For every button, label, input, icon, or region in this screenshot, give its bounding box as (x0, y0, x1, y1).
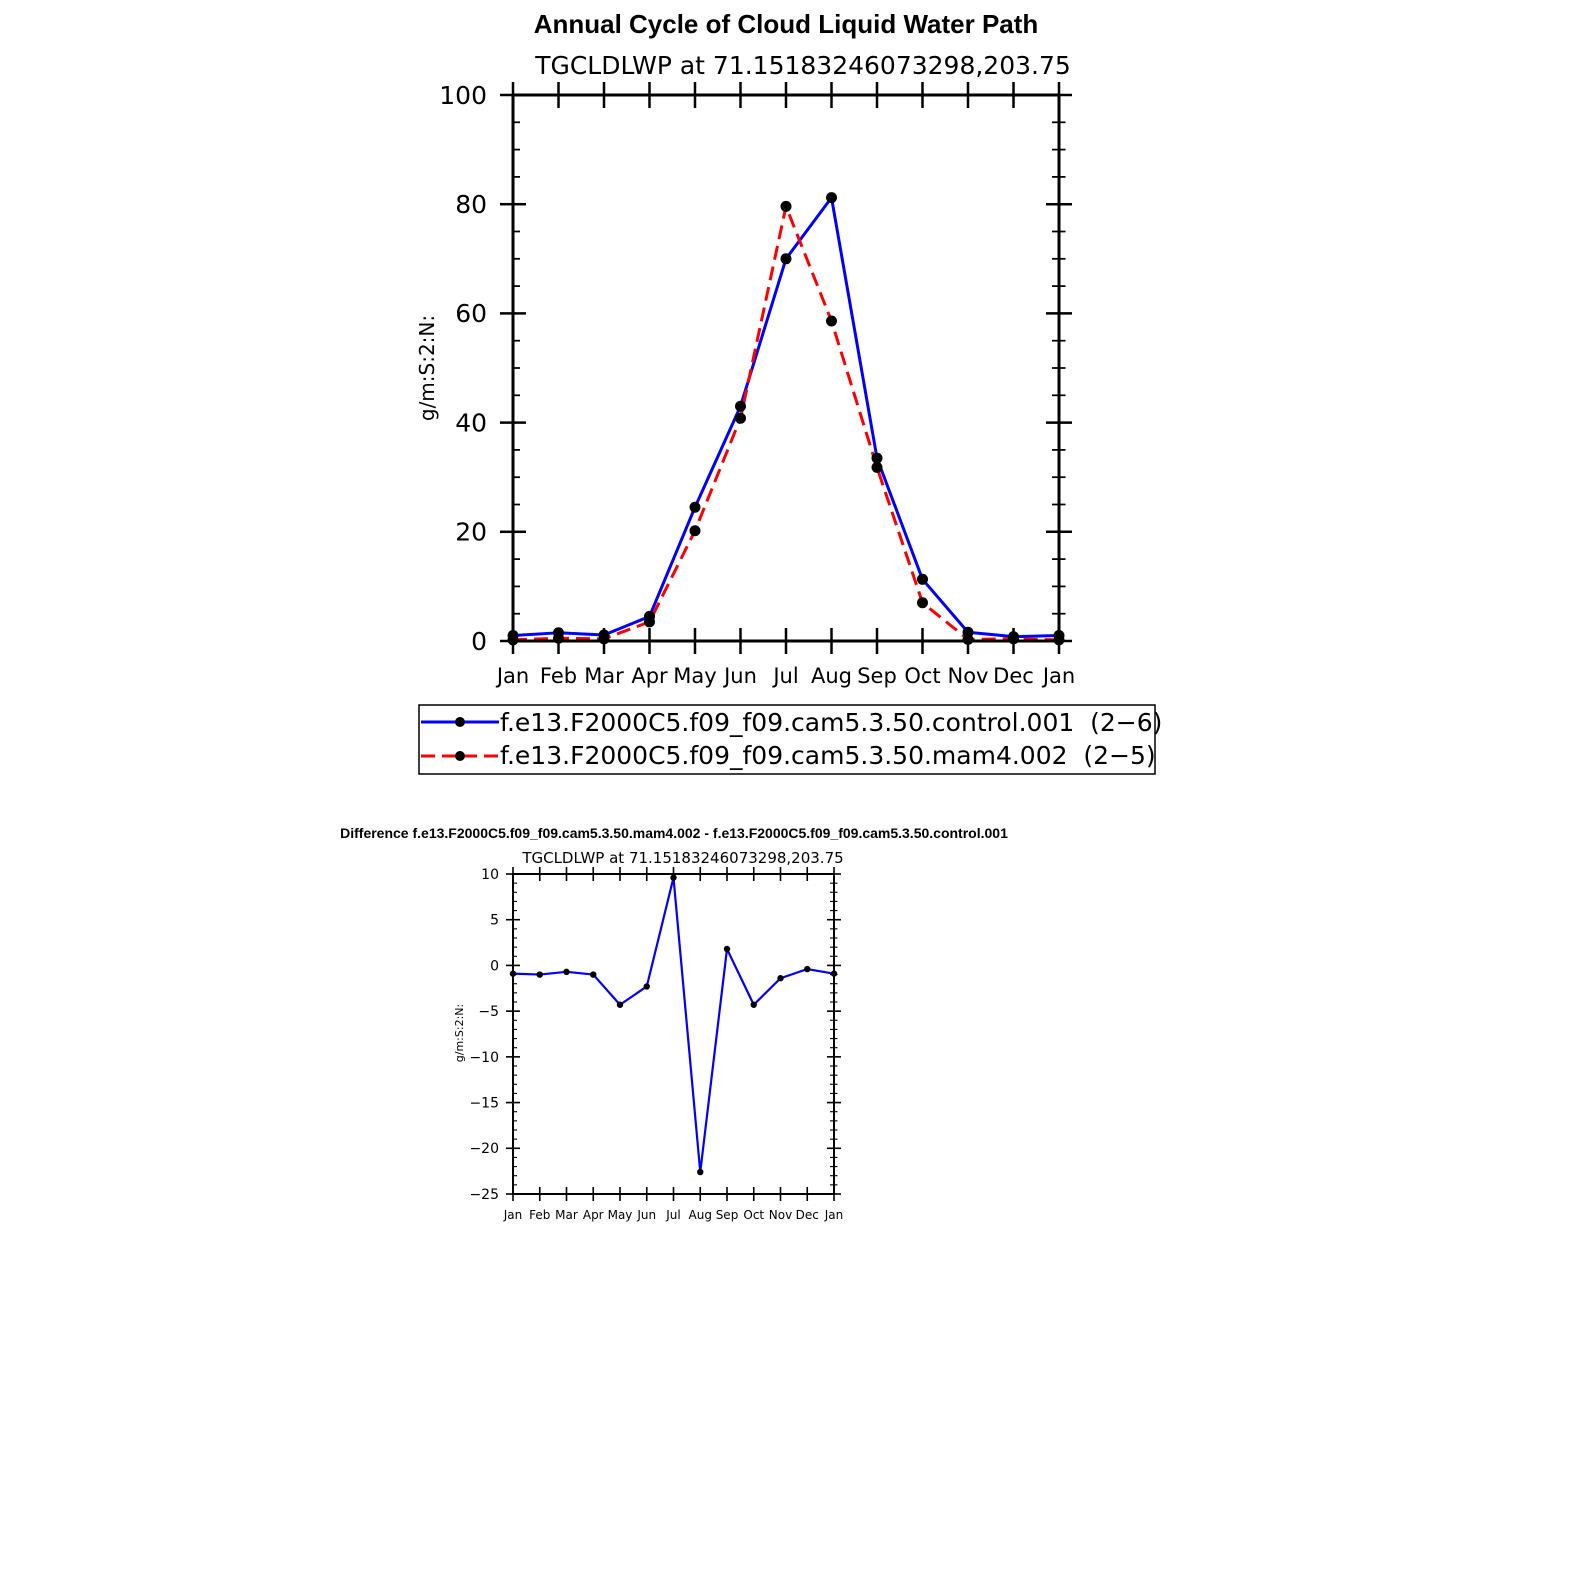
y-tick-label: 60 (455, 299, 487, 329)
legend-label-mam4: f.e13.F2000C5.f09_f09.cam5.3.50.mam4.002 (2−5) (500, 741, 1156, 770)
data-point-0 (644, 983, 650, 989)
data-point-0 (917, 574, 928, 585)
data-point-0 (697, 1169, 703, 1175)
x-tick-label: Oct (743, 1208, 765, 1222)
data-point-0 (804, 966, 810, 972)
x-tick-label: Nov (947, 664, 989, 688)
data-point-1 (781, 201, 792, 212)
data-point-1 (963, 634, 974, 645)
x-tick-label: Sep (715, 1208, 739, 1222)
difference-chart (340, 825, 1008, 1222)
series-line-1 (513, 206, 1059, 640)
top-chart-title: Annual Cycle of Cloud Liquid Water Path (533, 9, 1039, 39)
y-tick-label: 5 (490, 912, 499, 929)
y-tick-label: 10 (481, 866, 499, 883)
x-tick-label: Jul (666, 1208, 681, 1222)
top-chart (415, 9, 1162, 774)
data-point-1 (690, 525, 701, 536)
plot-frame (513, 874, 834, 1194)
y-tick-label: 80 (455, 189, 487, 219)
y-tick-label: 20 (455, 517, 487, 547)
data-point-1 (826, 316, 837, 327)
data-point-0 (777, 975, 783, 981)
x-tick-label: Jan (496, 664, 530, 688)
x-tick-label: May (673, 664, 717, 688)
y-tick-label: −15 (469, 1095, 499, 1112)
y-tick-label: 0 (490, 958, 499, 975)
x-tick-label: Aug (810, 664, 853, 688)
y-tick-label: −10 (469, 1049, 499, 1066)
data-point-0 (590, 971, 596, 977)
x-tick-label: Mar (555, 1208, 578, 1222)
data-point-0 (751, 1002, 757, 1008)
x-tick-label: May (607, 1208, 633, 1222)
x-tick-label: Sep (857, 664, 897, 688)
legend-marker-mam4 (455, 751, 465, 761)
y-tick-label: 0 (471, 626, 487, 656)
difference-plot-area (469, 867, 843, 1222)
data-point-0 (670, 874, 676, 880)
x-tick-label: Mar (584, 664, 624, 688)
data-point-0 (781, 253, 792, 264)
x-tick-label: Jan (503, 1208, 523, 1222)
legend-marker-control (455, 717, 465, 727)
y-tick-label: −25 (469, 1186, 499, 1203)
plot-frame (513, 95, 1059, 641)
x-tick-label: Feb (539, 664, 578, 688)
x-tick-label: Apr (582, 1208, 604, 1222)
difference-chart-ylabel: g/m:S:2:N: (453, 1003, 466, 1063)
data-point-1 (917, 597, 928, 608)
x-tick-label: Jul (773, 664, 799, 688)
series-line-0 (513, 878, 834, 1172)
data-point-0 (826, 192, 837, 203)
x-tick-label: Jun (724, 664, 757, 688)
data-point-0 (724, 946, 730, 952)
x-tick-label: Nov (768, 1208, 793, 1222)
x-tick-label: Jan (1042, 664, 1076, 688)
y-tick-label: −20 (469, 1141, 499, 1158)
data-point-1 (644, 616, 655, 627)
x-tick-label: Jun (637, 1208, 657, 1222)
y-tick-label: −5 (478, 1004, 499, 1021)
data-point-1 (599, 633, 610, 644)
difference-chart-subtitle: TGCLDLWP at 71.15183246073298,203.75 (522, 849, 844, 867)
top-chart-ylabel: g/m:S:2:N: (415, 314, 439, 422)
top-plot-area (439, 81, 1075, 688)
difference-chart-title: Difference f.e13.F2000C5.f09_f09.cam5.3.50.mam4.002 - f.e13.F2000C5.f09_f09.cam5.3.50.control.001 (340, 825, 1008, 841)
x-tick-label: Aug (688, 1208, 712, 1222)
x-tick-label: Oct (904, 664, 941, 688)
data-point-1 (735, 413, 746, 424)
y-tick-label: 100 (439, 80, 487, 110)
data-point-0 (537, 971, 543, 977)
top-chart-subtitle: TGCLDLWP at 71.15183246073298,203.75 (535, 51, 1071, 80)
x-tick-label: Jan (824, 1208, 844, 1222)
y-tick-label: 40 (455, 408, 487, 438)
top-chart-legend (419, 705, 1162, 774)
legend-label-control: f.e13.F2000C5.f09_f09.cam5.3.50.control.001 (2−6) (500, 708, 1163, 737)
data-point-0 (735, 401, 746, 412)
data-point-0 (563, 969, 569, 975)
x-tick-label: Dec (795, 1208, 819, 1222)
x-tick-label: Apr (631, 664, 668, 688)
data-point-0 (690, 502, 701, 513)
data-point-1 (872, 462, 883, 473)
data-point-1 (1008, 633, 1019, 644)
x-tick-label: Dec (993, 664, 1034, 688)
x-tick-label: Feb (529, 1208, 551, 1222)
data-point-0 (617, 1002, 623, 1008)
